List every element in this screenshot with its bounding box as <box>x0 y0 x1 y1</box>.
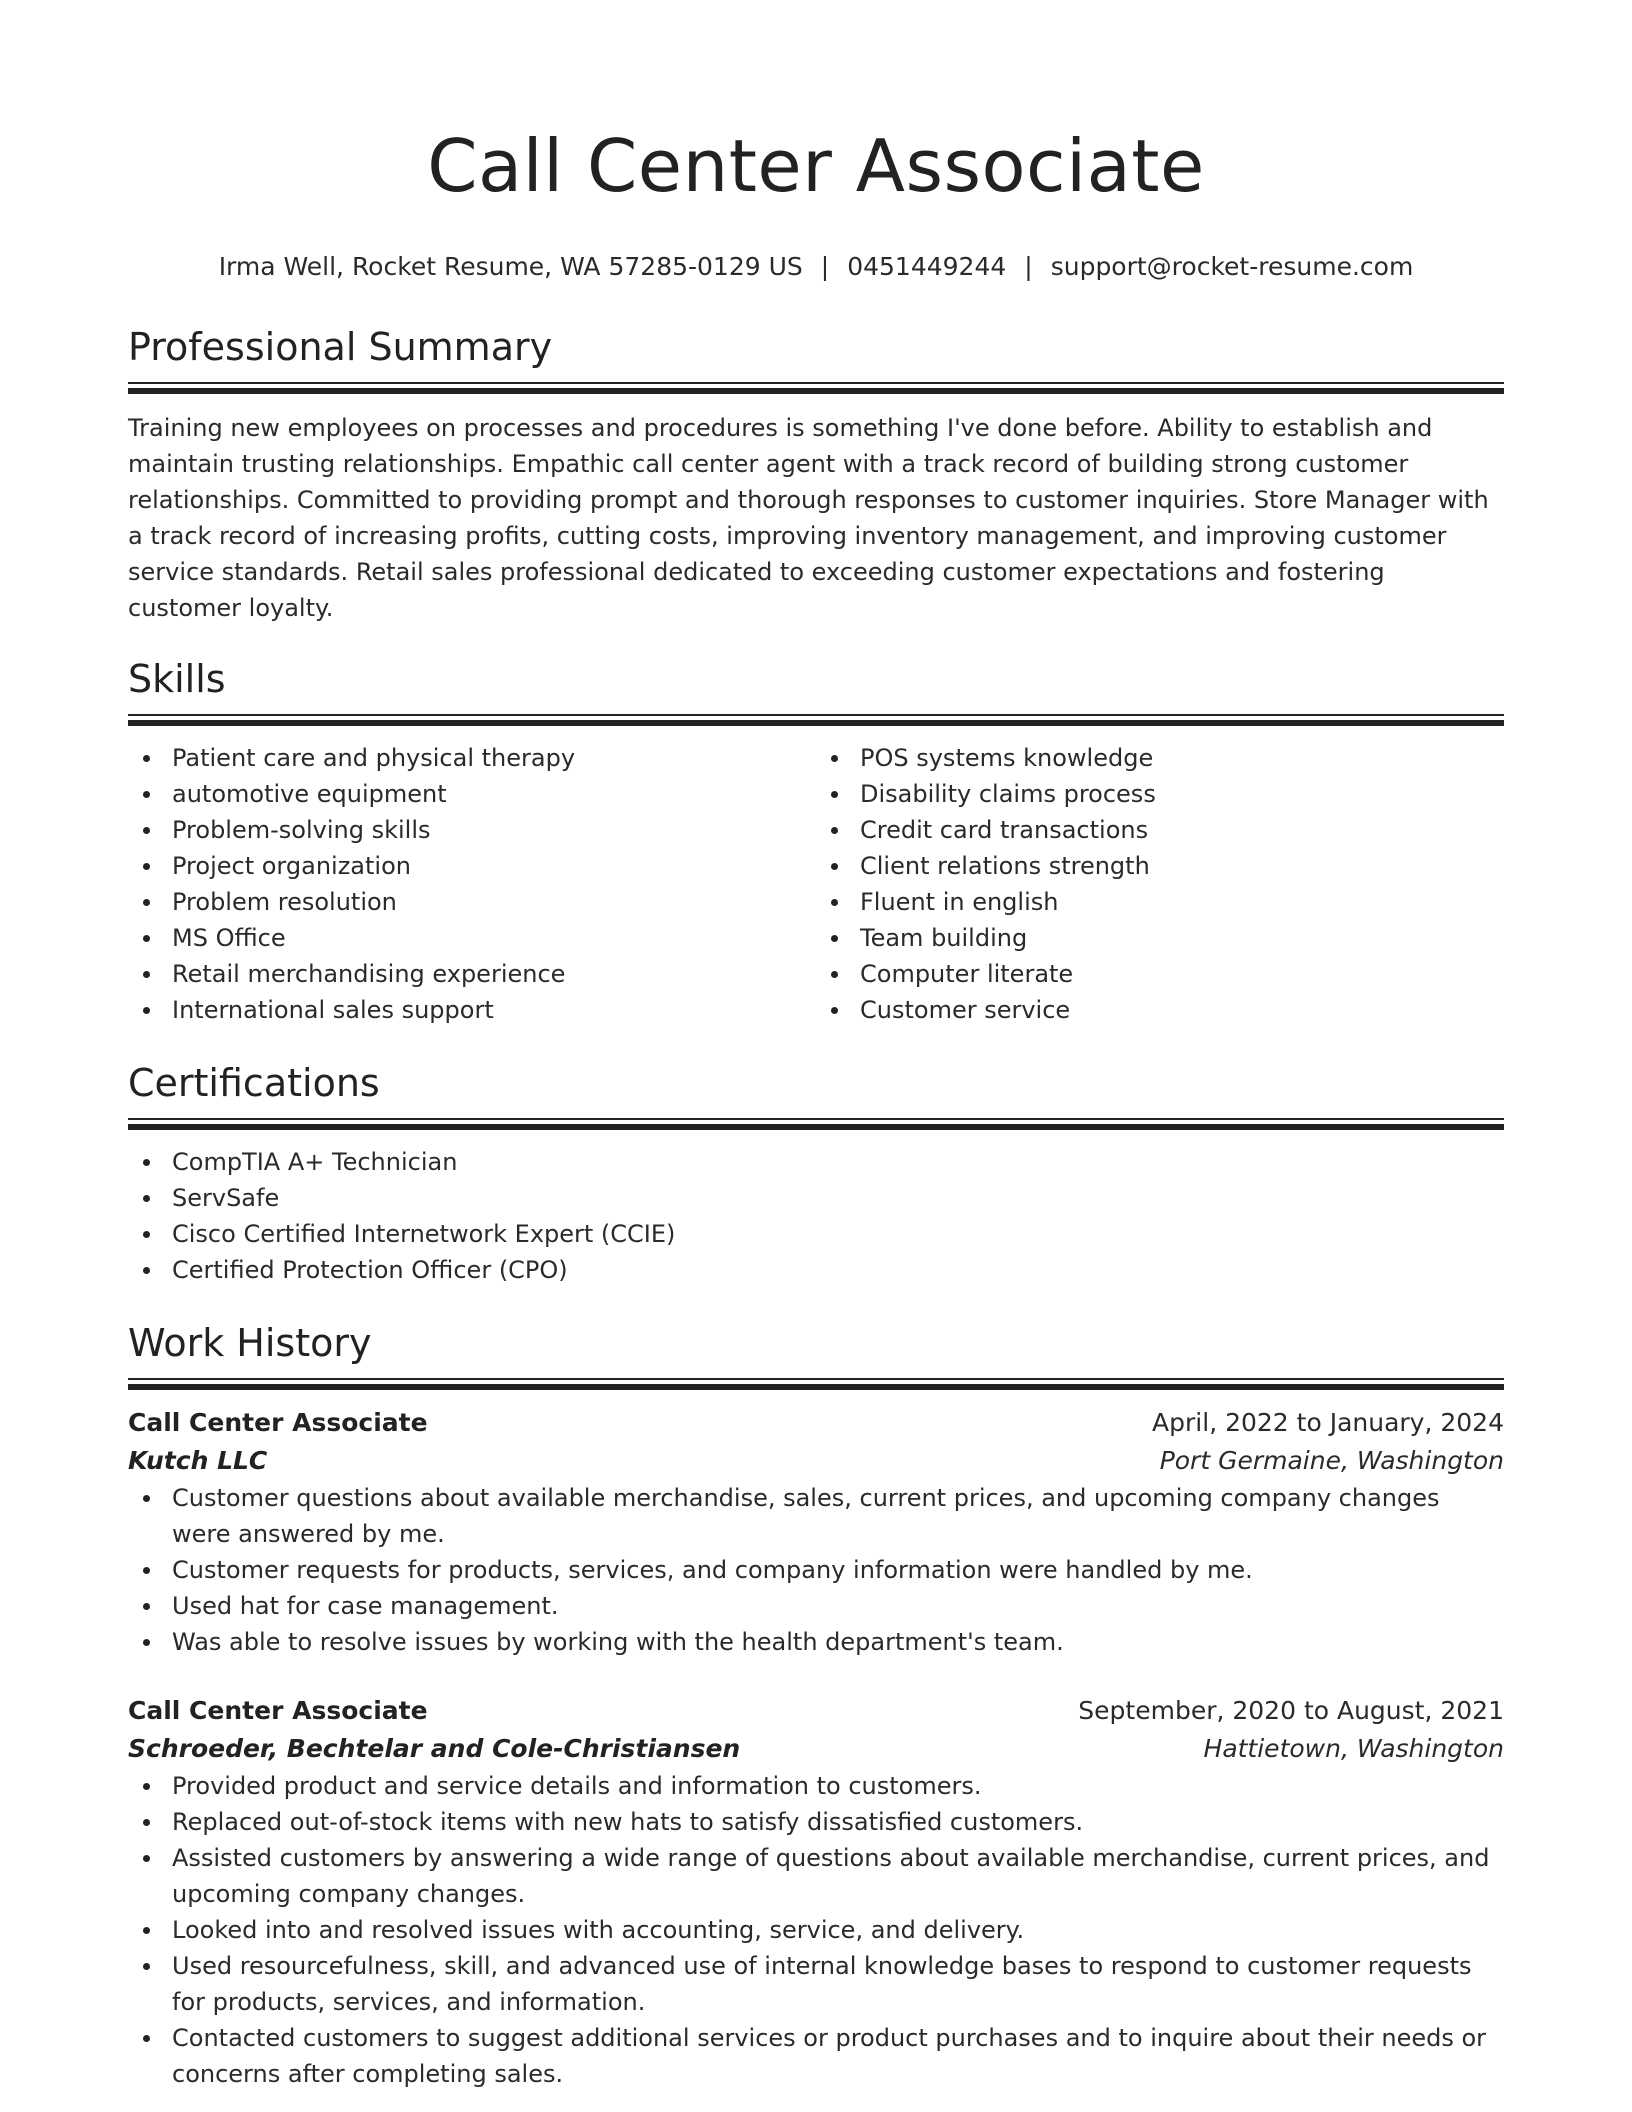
skill-item: Problem-solving skills <box>128 812 816 848</box>
job-entry <box>128 1404 1504 1660</box>
skill-item: International sales support <box>128 992 816 1028</box>
job-title: Call Center Associate <box>128 1408 428 1437</box>
certification-item: CompTIA A+ Technician <box>128 1144 1504 1180</box>
skills-grid <box>128 740 1504 1028</box>
skill-item: MS Office <box>128 920 816 956</box>
skill-item: Patient care and physical therapy <box>128 740 816 776</box>
job-location: Port Germaine, Washington <box>1159 1446 1504 1475</box>
skill-item: Problem resolution <box>128 884 816 920</box>
section-summary <box>128 324 1504 626</box>
job-duty-item: Used hat for case management. <box>128 1588 1504 1624</box>
section-heading-work-history: Work History <box>128 1321 372 1365</box>
contact-phone: 0451449244 <box>847 252 1007 281</box>
certification-item: Cisco Certified Internetwork Expert (CCIE) <box>128 1216 1504 1252</box>
skill-item: Computer literate <box>816 956 1504 992</box>
section-skills <box>128 656 1504 1028</box>
section-heading-skills: Skills <box>128 657 226 701</box>
section-divider <box>128 382 1504 394</box>
job-company: Kutch LLC <box>128 1446 268 1475</box>
job-employer <box>128 1442 1504 1480</box>
skill-item: Customer service <box>816 992 1504 1028</box>
skill-item: automotive equipment <box>128 776 816 812</box>
section-divider <box>128 714 1504 726</box>
skill-item: Credit card transactions <box>816 812 1504 848</box>
certification-item: ServSafe <box>128 1180 1504 1216</box>
skills-list-right <box>816 740 1504 1028</box>
job-dates: September, 2020 to August, 2021 <box>1078 1696 1504 1725</box>
job-duties-list <box>128 1480 1504 1660</box>
job-duty-item: Used resourcefulness, skill, and advanced use of internal knowledge bases to respond to customer requests for products, services, and information. <box>128 1948 1504 2020</box>
job-duties-list <box>128 1768 1504 2092</box>
skill-item: Team building <box>816 920 1504 956</box>
job-dates: April, 2022 to January, 2024 <box>1152 1408 1504 1437</box>
job-duty-item: Contacted customers to suggest additional services or product purchases and to inquire about their needs or concerns after completing sales. <box>128 2020 1504 2092</box>
skill-item: Client relations strength <box>816 848 1504 884</box>
section-heading-certifications: Certifications <box>128 1061 380 1105</box>
job-header <box>128 1404 1504 1442</box>
contact-line <box>128 250 1504 284</box>
job-duty-item: Looked into and resolved issues with accounting, service, and delivery. <box>128 1912 1504 1948</box>
skill-item: Disability claims process <box>816 776 1504 812</box>
job-title: Call Center Associate <box>128 1696 428 1725</box>
job-entry <box>128 1692 1504 2092</box>
skill-item: Fluent in english <box>816 884 1504 920</box>
section-heading-summary: Professional Summary <box>128 325 553 369</box>
contact-separator: | <box>820 252 830 281</box>
section-divider <box>128 1378 1504 1390</box>
certifications-list <box>128 1144 1504 1288</box>
section-certifications <box>128 1060 1504 1288</box>
skills-list-left <box>128 740 816 1028</box>
job-header <box>128 1692 1504 1730</box>
job-duty-item: Customer requests for products, services, and company information were handled by me. <box>128 1552 1504 1588</box>
job-duty-item: Replaced out-of-stock items with new hats to satisfy dissatisfied customers. <box>128 1804 1504 1840</box>
job-location: Hattietown, Washington <box>1203 1734 1504 1763</box>
job-company: Schroeder, Bechtelar and Cole-Christiansen <box>128 1734 741 1763</box>
certification-item: Certified Protection Officer (CPO) <box>128 1252 1504 1288</box>
job-duty-item: Provided product and service details and information to customers. <box>128 1768 1504 1804</box>
summary-text: Training new employees on processes and procedures is something I've done before. Ability to establish and maintain trusting relationships. Empathic call center agent with a track record of building strong customer relationships. Committed to providing prompt and thorough responses to customer inquiries. Store Manager with a track record of increasing profits, cutting costs, improving inventory management, and improving customer service standards. Retail sales professional dedicated to exceeding customer expectations and fostering customer loyalty. <box>128 414 1489 622</box>
job-duty-item: Assisted customers by answering a wide range of questions about available merchandise, current prices, and upcoming company changes. <box>128 1840 1504 1912</box>
skill-item: Retail merchandising experience <box>128 956 816 992</box>
job-employer <box>128 1730 1504 1768</box>
section-divider <box>128 1118 1504 1130</box>
section-work-history <box>128 1320 1504 2092</box>
contact-address: Irma Well, Rocket Resume, WA 57285-0129 US <box>218 252 803 281</box>
skill-item: POS systems knowledge <box>816 740 1504 776</box>
job-duty-item: Customer questions about available merchandise, sales, current prices, and upcoming company changes were answered by me. <box>128 1480 1504 1552</box>
resume-title: Call Center Associate <box>427 124 1205 208</box>
jobs-list <box>128 1404 1504 2092</box>
contact-email: support@rocket-resume.com <box>1050 252 1414 281</box>
job-duty-item: Was able to resolve issues by working with the health department's team. <box>128 1624 1504 1660</box>
contact-separator: | <box>1024 252 1033 281</box>
skill-item: Project organization <box>128 848 816 884</box>
